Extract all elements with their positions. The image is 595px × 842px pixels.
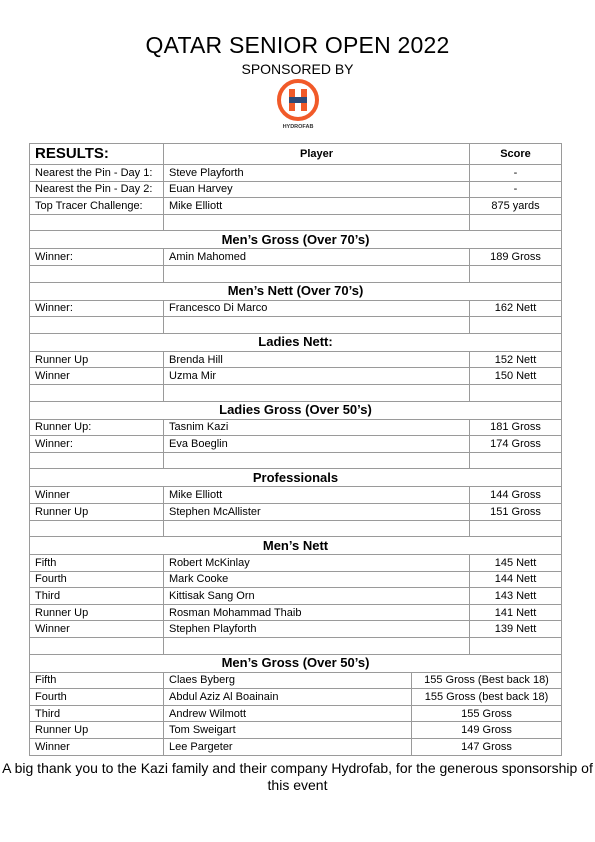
section-header bbox=[30, 654, 562, 672]
section-title: Men’s Nett bbox=[30, 537, 562, 555]
row-player: Mark Cooke bbox=[164, 571, 470, 588]
row-player: Claes Byberg bbox=[164, 672, 412, 689]
table-row bbox=[30, 621, 562, 638]
section-header bbox=[30, 537, 562, 555]
row-label: Winner bbox=[30, 368, 164, 385]
spacer-row bbox=[30, 452, 562, 469]
table-row bbox=[30, 503, 562, 520]
section-header bbox=[30, 282, 562, 300]
row-player: Abdul Aziz Al Boainain bbox=[164, 689, 412, 706]
table-row bbox=[30, 181, 562, 198]
row-player: Stephen McAllister bbox=[164, 503, 470, 520]
thank-you-footer: A big thank you to the Kazi family and their company Hydrofab, for the generous sponsorship of this event bbox=[2, 760, 593, 793]
row-score: 147 Gross bbox=[412, 739, 562, 756]
row-player: Eva Boeglin bbox=[164, 436, 470, 453]
row-player: Steve Playforth bbox=[164, 165, 470, 182]
row-label: Winner bbox=[30, 487, 164, 504]
table-header-row bbox=[30, 144, 562, 165]
row-label: Fourth bbox=[30, 571, 164, 588]
section-title: Men’s Gross (Over 70’s) bbox=[30, 231, 562, 249]
table-row bbox=[30, 249, 562, 266]
row-player: Mike Elliott bbox=[164, 198, 470, 215]
row-label: Runner Up bbox=[30, 722, 164, 739]
row-player: Amin Mahomed bbox=[164, 249, 470, 266]
spacer-row bbox=[30, 214, 562, 231]
row-label: Runner Up bbox=[30, 351, 164, 368]
row-label: Runner Up bbox=[30, 604, 164, 621]
row-player: Brenda Hill bbox=[164, 351, 470, 368]
section-header bbox=[30, 401, 562, 419]
row-score: 174 Gross bbox=[470, 436, 562, 453]
results-label: RESULTS: bbox=[30, 144, 164, 165]
row-player: Lee Pargeter bbox=[164, 739, 412, 756]
table-row bbox=[30, 672, 562, 689]
row-score: 145 Nett bbox=[470, 555, 562, 572]
table-row bbox=[30, 739, 562, 756]
row-label: Runner Up bbox=[30, 503, 164, 520]
row-label: Third bbox=[30, 588, 164, 605]
table-row bbox=[30, 300, 562, 317]
row-score: 875 yards bbox=[470, 198, 562, 215]
table-row bbox=[30, 198, 562, 215]
score-column-header: Score bbox=[470, 144, 562, 165]
logo-wordmark: HYDROFAB bbox=[282, 124, 314, 130]
table-row bbox=[30, 436, 562, 453]
section-header bbox=[30, 333, 562, 351]
row-score: 189 Gross bbox=[470, 249, 562, 266]
section-title: Men’s Gross (Over 50’s) bbox=[30, 654, 562, 672]
table-row bbox=[30, 487, 562, 504]
row-score: 141 Nett bbox=[470, 604, 562, 621]
row-player: Kittisak Sang Orn bbox=[164, 588, 470, 605]
section-title: Ladies Nett: bbox=[30, 333, 562, 351]
row-label: Winner: bbox=[30, 249, 164, 266]
row-player: Tasnim Kazi bbox=[164, 419, 470, 436]
section-title: Ladies Gross (Over 50’s) bbox=[30, 401, 562, 419]
row-score: 149 Gross bbox=[412, 722, 562, 739]
row-player: Francesco Di Marco bbox=[164, 300, 470, 317]
table-row bbox=[30, 588, 562, 605]
row-player: Uzma Mir bbox=[164, 368, 470, 385]
row-player: Euan Harvey bbox=[164, 181, 470, 198]
row-score: 150 Nett bbox=[470, 368, 562, 385]
sponsored-by-label: SPONSORED BY bbox=[241, 61, 354, 77]
spacer-row bbox=[30, 317, 562, 334]
table-row bbox=[30, 689, 562, 706]
row-label: Winner: bbox=[30, 300, 164, 317]
row-player: Robert McKinlay bbox=[164, 555, 470, 572]
table-row bbox=[30, 705, 562, 722]
spacer-row bbox=[30, 384, 562, 401]
row-score: 155 Gross (Best back 18) bbox=[412, 672, 562, 689]
section-title: Men’s Nett (Over 70’s) bbox=[30, 282, 562, 300]
row-label: Fourth bbox=[30, 689, 164, 706]
row-score: 155 Gross bbox=[412, 705, 562, 722]
row-label: Third bbox=[30, 705, 164, 722]
row-player: Rosman Mohammad Thaib bbox=[164, 604, 470, 621]
row-label: Nearest the Pin - Day 1: bbox=[30, 165, 164, 182]
row-label: Fifth bbox=[30, 555, 164, 572]
spacer-row bbox=[30, 265, 562, 282]
row-label: Top Tracer Challenge: bbox=[30, 198, 164, 215]
row-score: 152 Nett bbox=[470, 351, 562, 368]
row-score: 139 Nett bbox=[470, 621, 562, 638]
row-label: Winner bbox=[30, 621, 164, 638]
table-row bbox=[30, 722, 562, 739]
section-header bbox=[30, 469, 562, 487]
section-title: Professionals bbox=[30, 469, 562, 487]
section-header bbox=[30, 231, 562, 249]
row-label: Runner Up: bbox=[30, 419, 164, 436]
row-player: Andrew Wilmott bbox=[164, 705, 412, 722]
row-score: 181 Gross bbox=[470, 419, 562, 436]
row-label: Fifth bbox=[30, 672, 164, 689]
row-score: 144 Nett bbox=[470, 571, 562, 588]
row-score: 162 Nett bbox=[470, 300, 562, 317]
hydrofab-logo bbox=[269, 78, 327, 130]
results-table bbox=[29, 143, 562, 756]
table-row bbox=[30, 419, 562, 436]
player-column-header: Player bbox=[164, 144, 470, 165]
table-row bbox=[30, 351, 562, 368]
row-label: Nearest the Pin - Day 2: bbox=[30, 181, 164, 198]
row-score: - bbox=[470, 181, 562, 198]
table-row bbox=[30, 604, 562, 621]
spacer-row bbox=[30, 638, 562, 655]
table-row bbox=[30, 571, 562, 588]
row-score: 144 Gross bbox=[470, 487, 562, 504]
spacer-row bbox=[30, 520, 562, 537]
row-score: 155 Gross (best back 18) bbox=[412, 689, 562, 706]
row-score: - bbox=[470, 165, 562, 182]
row-player: Mike Elliott bbox=[164, 487, 470, 504]
row-player: Tom Sweigart bbox=[164, 722, 412, 739]
row-label: Winner bbox=[30, 739, 164, 756]
table-row bbox=[30, 368, 562, 385]
row-score: 151 Gross bbox=[470, 503, 562, 520]
row-score: 143 Nett bbox=[470, 588, 562, 605]
table-row bbox=[30, 555, 562, 572]
row-player: Stephen Playforth bbox=[164, 621, 470, 638]
row-label: Winner: bbox=[30, 436, 164, 453]
page-title: QATAR SENIOR OPEN 2022 bbox=[145, 32, 450, 58]
table-row bbox=[30, 165, 562, 182]
